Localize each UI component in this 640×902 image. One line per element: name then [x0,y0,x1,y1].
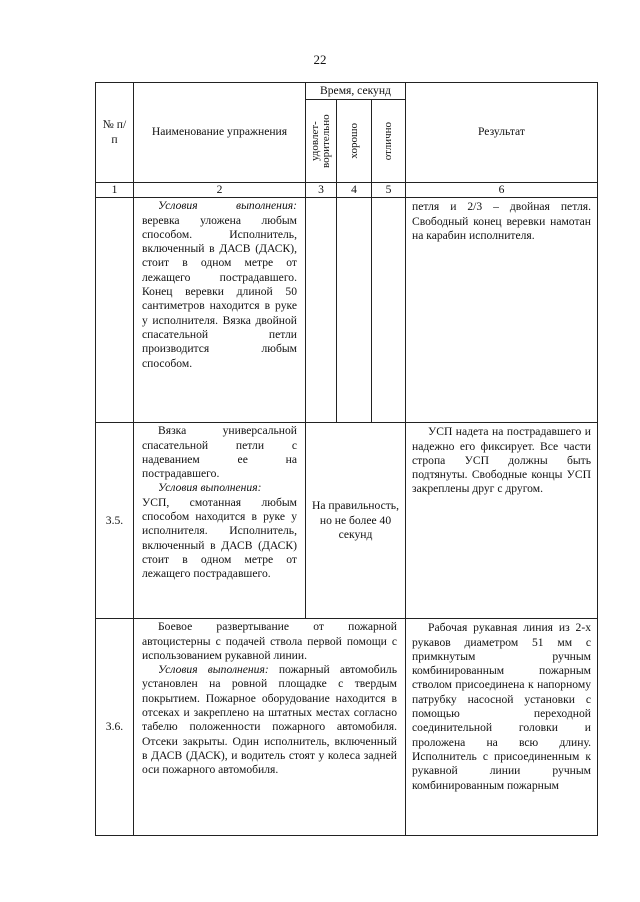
row-time-sat [306,198,337,423]
col-number: 3 [306,183,337,198]
header-good [337,100,372,183]
conditions-text: УСП, смотанная любым способом находится в руке у исполнителя. Исполнитель, включенный в ДАСВ (ДАСК) стоит в одном метре от лежащего пострадавшего. [142,495,297,581]
result-text: УСП надета на пострадавшего и надежно его фиксирует. Все части стропа УСП должны быть подтянуты. Свободные концы УСП закреплены друг с другом. [412,425,591,496]
header-time: Время, секунд [306,83,406,100]
conditions-lead: Условия выполнения: [158,481,262,495]
conditions-text: пожарный автомобиль установлен на ровной площадке с твердым покрытием. Пожарное оборудование находится в отсеках и закреплено на штатных местах согласно табелю положенности пожарного автомобиля. Отсеки закрыты. Один исполнитель, включенный в ДАСВ (ДАСК), и водитель стоят у колеса задней оси пожарного автомобиля. [142,663,397,777]
row-result [406,423,598,619]
table-row [96,619,598,836]
header-row-1 [96,83,598,100]
header-num-label: № п/п [102,118,127,146]
header-num [96,83,134,183]
row-name [134,619,406,836]
row-result [406,198,598,423]
header-exc [372,100,406,183]
exercise-title: Вязка универсальной спасательной петли с надеванием ее на пострадавшего. [142,424,297,481]
column-number-row [96,183,598,198]
row-num: 3.6. [96,619,134,836]
col-number: 4 [337,183,372,198]
row-name [134,423,306,619]
result-text: петля и 2/3 – двойная петля. Свободный конец веревки намотан на карабин исполнителя. [412,200,591,242]
table-row [96,423,598,619]
col-number: 2 [134,183,306,198]
result-text: Рабочая рукавная линия из 2-х рукавов диаметром 51 мм с примкнутым ручным комбинированным пожарным стволом присоединена к напорному патрубку насосной установки с помощью переходной соединительной головки и проложена на всю длину. Исполнитель с присоединенным к рукавной линии ручным комбинированным пожарным [412,621,591,792]
page-number: 22 [313,52,327,67]
conditions-lead: Условия выполнения: [158,199,297,213]
col-number: 1 [96,183,134,198]
row-name [134,198,306,423]
header-sat-label: удовлет-ворительно [309,114,332,168]
conditions-lead: Условия выполнения: [158,663,269,677]
row-num: 3.5. [96,423,134,619]
table-row [96,198,598,423]
header-sat [306,100,337,183]
header-good-label: хорошо [347,123,360,159]
exercise-title: Боевое развертывание от пожарной автоцистерны с подачей ствола первой помощи с использованием рукавной линии. [142,620,397,662]
col-number: 5 [372,183,406,198]
exercise-table [95,82,598,836]
conditions-text: веревка уложена любым способом. Исполнитель, включенный в ДАСВ (ДАСК), стоит в одном метре от лежащего пострадавшего. Конец веревки длиной 50 сантиметров находится в руке у исполнителя. Вязка двойной спасательной петли производится любым способом. [142,213,297,370]
row-num [96,198,134,423]
col-number: 6 [406,183,598,198]
row-time: На правильность, но не более 40 секунд [306,423,406,619]
row-time-exc [372,198,406,423]
header-exc-label: отлично [382,121,394,161]
header-name: Наименование упражнения [134,83,306,183]
row-result [406,619,598,836]
row-time-good [337,198,372,423]
header-result: Результат [406,83,598,183]
